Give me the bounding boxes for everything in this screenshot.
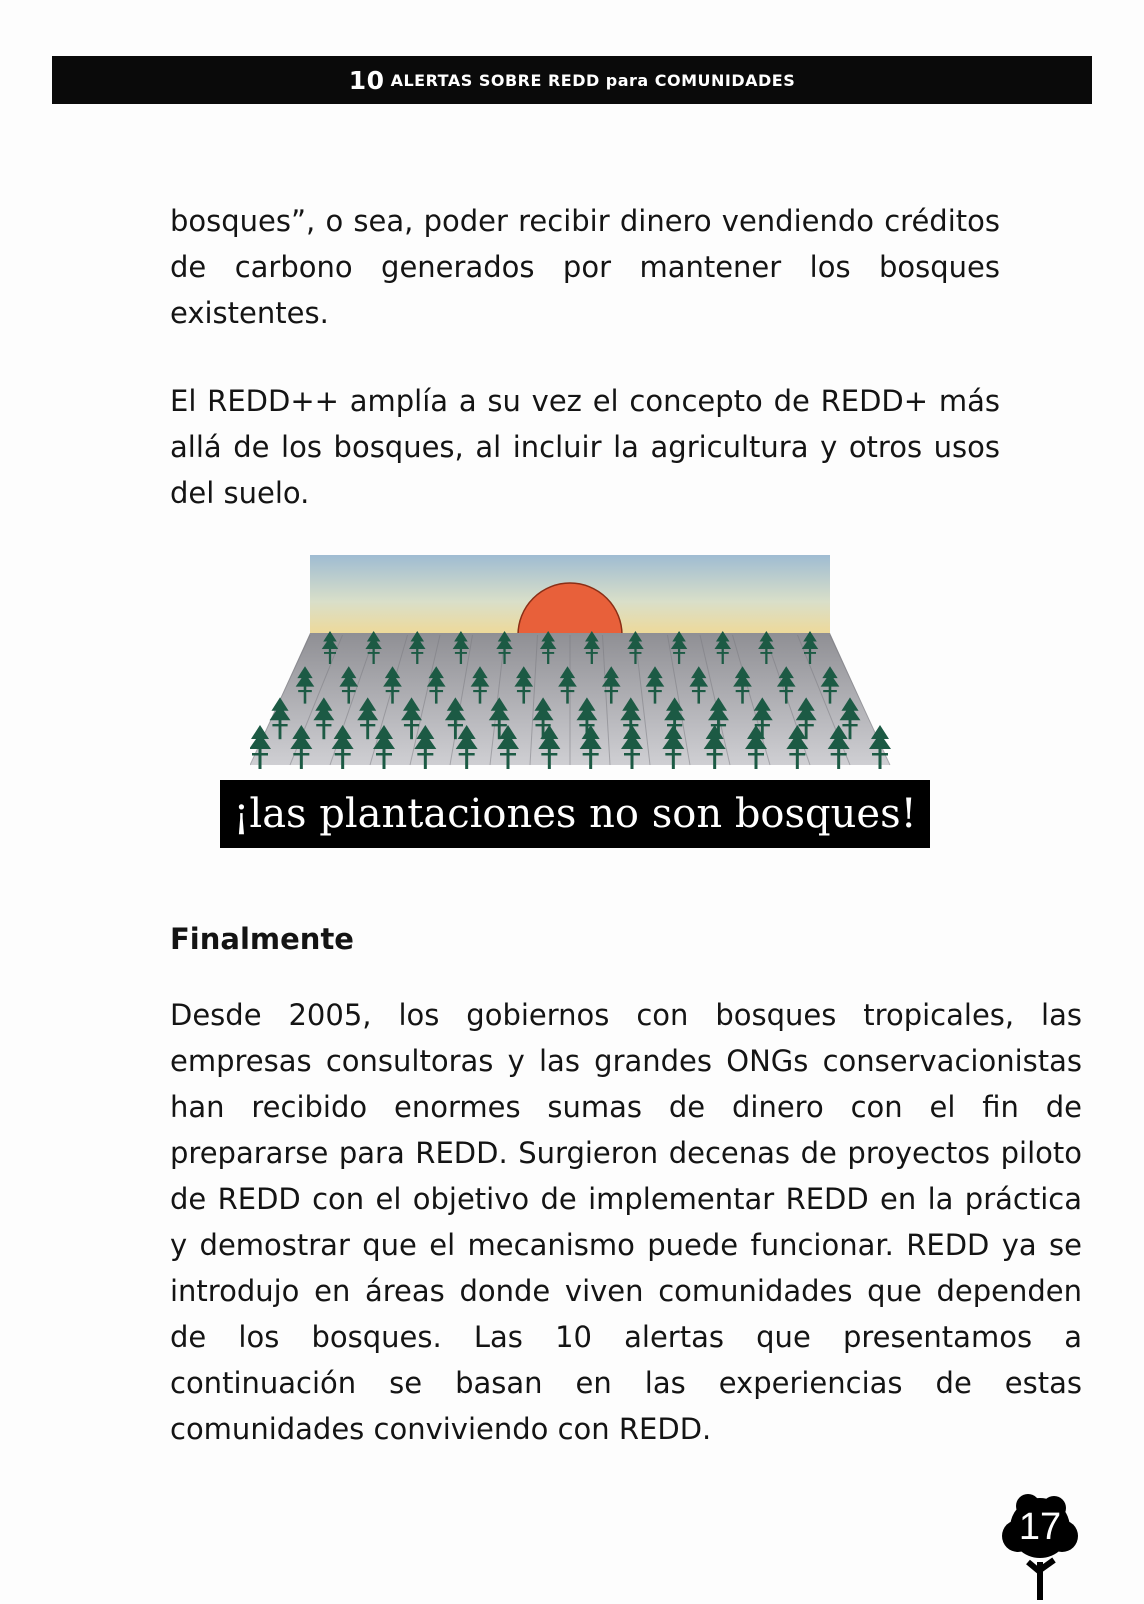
header-title-part1: ALERTAS SOBRE REDD [390, 70, 600, 90]
caption-text: ¡las plantaciones no son bosques! [233, 791, 917, 837]
header-title-para: para [605, 70, 649, 90]
paragraph-1: bosques”, o sea, poder recibir dinero vendiendo créditos de carbono generados por mantener los bosques existentes. [170, 204, 1000, 330]
running-header [52, 56, 1092, 104]
header-title-part2: COMUNIDADES [654, 70, 796, 90]
section-body: Desde 2005, los gobiernos con bosques tropicales, las empresas consultoras y las grandes ONGs conservacionistas han recibido enormes sumas de dinero con el fin de prepararse para REDD. Surgieron decenas de proyectos piloto de REDD con el objetivo de implementar REDD en la práctica y demostrar que el mecanismo puede funcionar. REDD ya se introdujo en áreas donde viven comunidades que dependen de los bosques. Las 10 alertas que presentamos a continuación se basan en las experiencias de estas comunidades conviviendo con REDD. [170, 998, 1082, 1446]
illustration-caption [220, 780, 930, 848]
plantation-illustration [250, 555, 910, 790]
page-number: 17 [1018, 1506, 1062, 1548]
paragraph-2: El REDD++ amplía a su vez el concepto de REDD+ más allá de los bosques, al incluir la agricultura y otros usos del suelo. [170, 384, 1000, 510]
header-number: 10 [348, 65, 385, 95]
section-heading: Finalmente [170, 922, 354, 956]
page-number-badge [998, 1492, 1088, 1600]
